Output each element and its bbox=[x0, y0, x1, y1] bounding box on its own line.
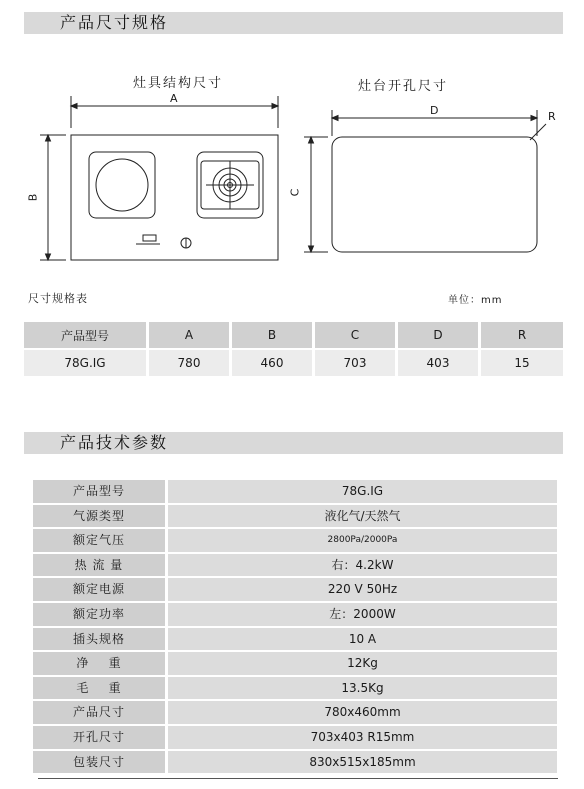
table-row bbox=[24, 350, 563, 376]
cell-b: 460 bbox=[229, 350, 312, 376]
structure-diagram-title: 灶具结构尺寸 bbox=[133, 76, 224, 91]
table-row bbox=[33, 652, 557, 677]
table-row bbox=[33, 505, 557, 530]
cutout-diagram-title: 灶台开孔尺寸 bbox=[358, 79, 449, 94]
tech-section-header bbox=[24, 432, 563, 454]
param-value: 液化气/天然气 bbox=[168, 505, 557, 530]
param-key: 开孔尺寸 bbox=[33, 726, 165, 751]
label-d: D bbox=[430, 104, 439, 117]
table-row bbox=[33, 554, 557, 579]
param-key: 净 重 bbox=[33, 652, 165, 677]
cell-d: 403 bbox=[395, 350, 478, 376]
header-c: C bbox=[312, 322, 395, 350]
spec-table-header-row bbox=[24, 322, 563, 350]
param-value: 220 V 50Hz bbox=[168, 578, 557, 603]
spec-table bbox=[24, 322, 563, 376]
cell-a: 780 bbox=[146, 350, 229, 376]
table-row bbox=[33, 677, 557, 702]
param-value: 左：2000W bbox=[168, 603, 557, 628]
header-r: R bbox=[478, 322, 563, 350]
param-value: 78G.IG bbox=[168, 480, 557, 505]
spec-table-caption: 尺寸规格表 bbox=[28, 292, 88, 305]
tech-params-table bbox=[33, 480, 557, 775]
table-row bbox=[33, 603, 557, 628]
header-d: D bbox=[395, 322, 478, 350]
param-key: 额定电源 bbox=[33, 578, 165, 603]
header-b: B bbox=[229, 322, 312, 350]
unit-label: 单位：mm bbox=[448, 295, 503, 306]
param-value: 10 A bbox=[168, 628, 557, 653]
label-c: C bbox=[288, 188, 302, 197]
param-value: 2800Pa/2000Pa bbox=[168, 529, 557, 554]
param-key: 插头规格 bbox=[33, 628, 165, 653]
cell-c: 703 bbox=[312, 350, 395, 376]
param-value: 12Kg bbox=[168, 652, 557, 677]
param-value: 13.5Kg bbox=[168, 677, 557, 702]
tech-section-title: 产品技术参数 bbox=[60, 433, 169, 452]
cell-model: 78G.IG bbox=[24, 350, 146, 376]
dimension-diagram bbox=[0, 0, 584, 280]
param-value: 830x515x185mm bbox=[168, 751, 557, 776]
table-row bbox=[33, 726, 557, 751]
param-key: 额定功率 bbox=[33, 603, 165, 628]
label-a: A bbox=[170, 92, 178, 105]
param-key: 毛 重 bbox=[33, 677, 165, 702]
cell-r: 15 bbox=[478, 350, 563, 376]
label-r: R bbox=[548, 110, 556, 123]
table-row bbox=[33, 529, 557, 554]
table-row bbox=[33, 628, 557, 653]
param-key: 气源类型 bbox=[33, 505, 165, 530]
table-row bbox=[33, 480, 557, 505]
param-key: 额定气压 bbox=[33, 529, 165, 554]
param-key: 包装尺寸 bbox=[33, 751, 165, 776]
param-value: 右：4.2kW bbox=[168, 554, 557, 579]
table-row bbox=[33, 578, 557, 603]
header-model: 产品型号 bbox=[24, 322, 146, 350]
param-value: 703x403 R15mm bbox=[168, 726, 557, 751]
table-row bbox=[33, 701, 557, 726]
footer-divider bbox=[38, 778, 558, 779]
param-key: 热 流 量 bbox=[33, 554, 165, 579]
header-a: A bbox=[146, 322, 229, 350]
label-b: B bbox=[26, 193, 40, 202]
param-key: 产品尺寸 bbox=[33, 701, 165, 726]
param-key: 产品型号 bbox=[33, 480, 165, 505]
dimensions-section-title: 产品尺寸规格 bbox=[60, 13, 169, 32]
table-row bbox=[33, 751, 557, 776]
param-value: 780x460mm bbox=[168, 701, 557, 726]
